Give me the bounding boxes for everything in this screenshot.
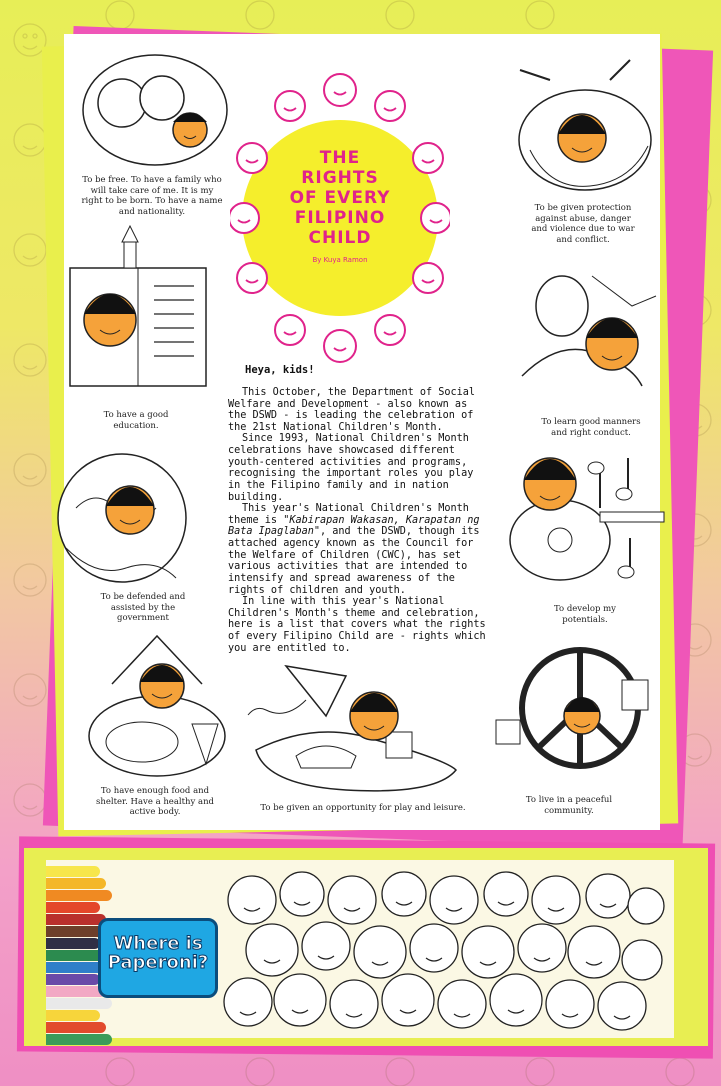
manners-illustration [512,266,662,398]
crayon [46,878,106,889]
crayon [46,938,100,949]
caption-defended: To be defended and assisted by the government [100,592,186,624]
article-paragraph-2: Since 1993, National Children's Month celebrations have showcased different youth-centered activities and programs, recognising the important roles you play in the Filipino family and in nation building. [228,433,474,503]
family-illustration [80,48,230,168]
paperoni-line: Paperoni? [107,951,209,973]
byline: By Kuya Ramon [312,256,368,264]
food-shelter-illustration [82,624,232,780]
where-is-line: Where is [113,933,203,954]
title-line-4: FILIPINO [294,208,386,228]
title-line-1: THE [319,148,361,168]
protection-illustration [510,50,660,200]
defended-illustration [46,448,198,588]
caption-peace: To live in a peaceful community. [525,795,613,816]
caption-education: To have a good education. [103,410,169,431]
peace-illustration [492,640,658,780]
article-greeting: Heya, kids! [245,364,315,376]
crayon [46,890,112,901]
title-line-2: RIGHTS [301,168,379,188]
crowd-faces-illustration [222,870,666,1036]
education-illustration [62,222,212,400]
where-is-paperoni-box [98,918,218,998]
caption-food: To have enough food and shelter. Have a healthy and active body. [95,786,215,818]
potentials-illustration [500,448,668,594]
crayon [46,998,112,1009]
article-paragraph-3-end: ", and the DSWD, though its attached agency known as the Council for the Welfare of Children (CWC), has set various activities that are intended to intensify and spread awareness of the rights of children and youth. [228,526,480,596]
crayon [46,986,106,997]
title-line-3: OF EVERY [289,188,391,208]
article-paragraph-4: In line with this year's National Children's Month's theme and celebration, here is a list that covers what the rights of every Filipino Child are - rights which you are entitled to. [228,596,486,654]
caption-manners: To learn good manners and right conduct. [541,417,641,438]
article-theme: Kabirapan Wakasan, Karapatan ng Bata Ipaglaban [228,514,480,538]
title-sun-illustration [230,68,450,368]
crayon [46,1034,112,1045]
crayon [46,866,100,877]
title-line-5: CHILD [308,228,372,248]
crayon [46,1022,106,1033]
article-paragraph-3 [228,503,490,596]
caption-potentials: To develop my potentials. [554,604,616,625]
caption-protection: To be given protection against abuse, danger and violence due to war and conflict. [531,203,635,245]
crayon [46,974,100,985]
crayon [46,902,100,913]
where-is-paperoni-title [101,935,215,973]
crayon [46,914,106,925]
article-paragraph-1: This October, the Department of Social Welfare and Development - also known as the DSWD - is leading the celebration of the 21st National Children's Month. [228,386,476,433]
play-illustration [246,660,466,795]
caption-free: To be free. To have a family who will take care of me. It is my right to be born. To have a name and nationality. [81,175,223,217]
crayon [46,1010,100,1021]
crayon [46,950,106,961]
article-body [228,365,490,654]
article-paragraph-3-start: This year's National Children's Month theme is " [228,503,469,526]
caption-play: To be given an opportunity for play and leisure. [260,803,466,813]
